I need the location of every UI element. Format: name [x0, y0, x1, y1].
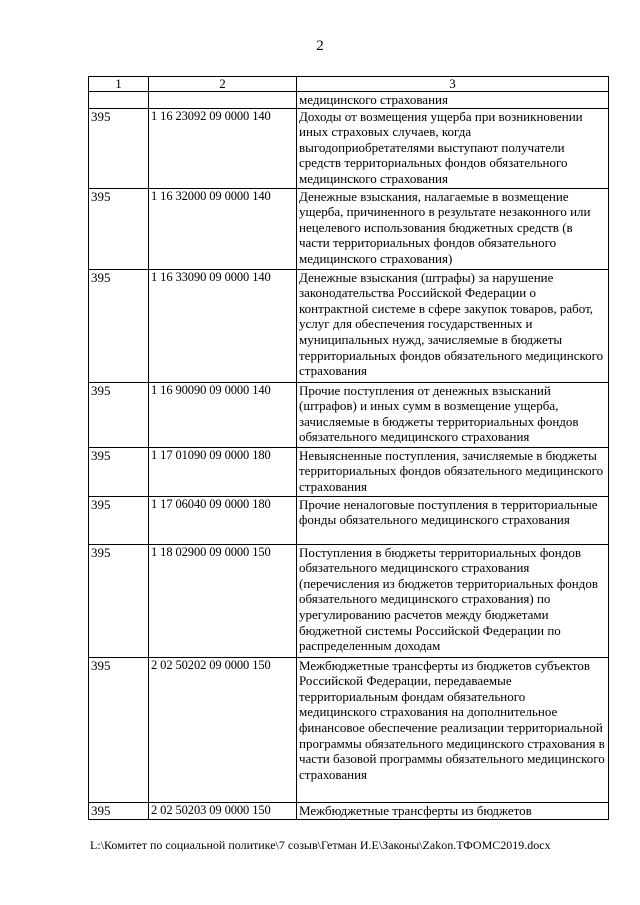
- admin-code-cell: 395: [89, 544, 149, 657]
- column-header: 1: [89, 77, 149, 92]
- table-cell: [149, 92, 297, 109]
- column-header: 2: [149, 77, 297, 92]
- table-row: [89, 657, 609, 802]
- table-row: [89, 188, 609, 269]
- page-number: 2: [316, 38, 324, 54]
- admin-code-cell: 395: [89, 657, 149, 802]
- table-row: [89, 544, 609, 657]
- admin-code-cell: 395: [89, 802, 149, 819]
- budget-code-cell: 2 02 50203 09 0000 150: [149, 802, 297, 819]
- budget-code-cell: 1 17 01090 09 0000 180: [149, 447, 297, 496]
- table-header-row: [89, 77, 609, 92]
- budget-code-cell: 1 16 90090 09 0000 140: [149, 382, 297, 447]
- description-cell: Прочие неналоговые поступления в территориальные фонды обязательного медицинского страхования: [297, 496, 609, 544]
- description-cell: Поступления в бюджеты территориальных фондов обязательного медицинского страхования (перечисления из бюджетов территориальных фондов обязательного медицинского страхования) по урегулированию расчетов между бюджетами бюджетной системы Российской Федерации по распределенным доходам: [297, 544, 609, 657]
- budget-code-cell: 2 02 50202 09 0000 150: [149, 657, 297, 802]
- table-row: [89, 496, 609, 544]
- table-row: [89, 802, 609, 819]
- table-row: [89, 269, 609, 382]
- budget-code-cell: 1 16 32000 09 0000 140: [149, 188, 297, 269]
- continuation-cell: медицинского страхования: [297, 92, 609, 109]
- budget-code-cell: 1 18 02900 09 0000 150: [149, 544, 297, 657]
- admin-code-cell: 395: [89, 382, 149, 447]
- admin-code-cell: 395: [89, 269, 149, 382]
- admin-code-cell: 395: [89, 188, 149, 269]
- table-row-continuation: [89, 92, 609, 109]
- budget-code-cell: 1 16 23092 09 0000 140: [149, 108, 297, 188]
- table-cell: [89, 92, 149, 109]
- description-cell: Доходы от возмещения ущерба при возникновении иных страховых случаев, когда выгодоприобретателями выступают получатели средств территориальных фондов обязательного медицинского страхования: [297, 108, 609, 188]
- revenue-codes-table: [88, 76, 609, 820]
- table-row: [89, 447, 609, 496]
- budget-code-cell: 1 17 06040 09 0000 180: [149, 496, 297, 544]
- description-cell: Межбюджетные трансферты из бюджетов субъектов Российской Федерации, передаваемые территориальным фондам обязательного медицинского страхования на дополнительное финансовое обеспечение реализации территориальной программы обязательного медицинского страхования в части базовой программы обязательного медицинского страхования: [297, 657, 609, 802]
- description-cell: Денежные взыскания (штрафы) за нарушение законодательства Российской Федерации о контрактной системе в сфере закупок товаров, работ, услуг для обеспечения государственных и муниципальных нужд, зачисляемые в бюджеты территориальных фондов обязательного медицинского страхования: [297, 269, 609, 382]
- description-cell: Прочие поступления от денежных взысканий (штрафов) и иных сумм в возмещение ущерба, зачисляемые в бюджеты территориальных фондов обязательного медицинского страхования: [297, 382, 609, 447]
- description-cell: Денежные взыскания, налагаемые в возмещение ущерба, причиненного в результате незаконного или нецелевого использования бюджетных средств (в части территориальных фондов обязательного медицинского страхования): [297, 188, 609, 269]
- admin-code-cell: 395: [89, 447, 149, 496]
- admin-code-cell: 395: [89, 496, 149, 544]
- description-cell: Межбюджетные трансферты из бюджетов: [297, 802, 609, 819]
- column-header: 3: [297, 77, 609, 92]
- table-row: [89, 382, 609, 447]
- footer-file-path: L:\Комитет по социальной политике\7 созыв\Гетман И.Е\Законы\Zakon.ТФОМС2019.docx: [90, 838, 551, 852]
- description-cell: Невыясненные поступления, зачисляемые в бюджеты территориальных фондов обязательного медицинского страхования: [297, 447, 609, 496]
- budget-code-cell: 1 16 33090 09 0000 140: [149, 269, 297, 382]
- admin-code-cell: 395: [89, 108, 149, 188]
- table-row: [89, 108, 609, 188]
